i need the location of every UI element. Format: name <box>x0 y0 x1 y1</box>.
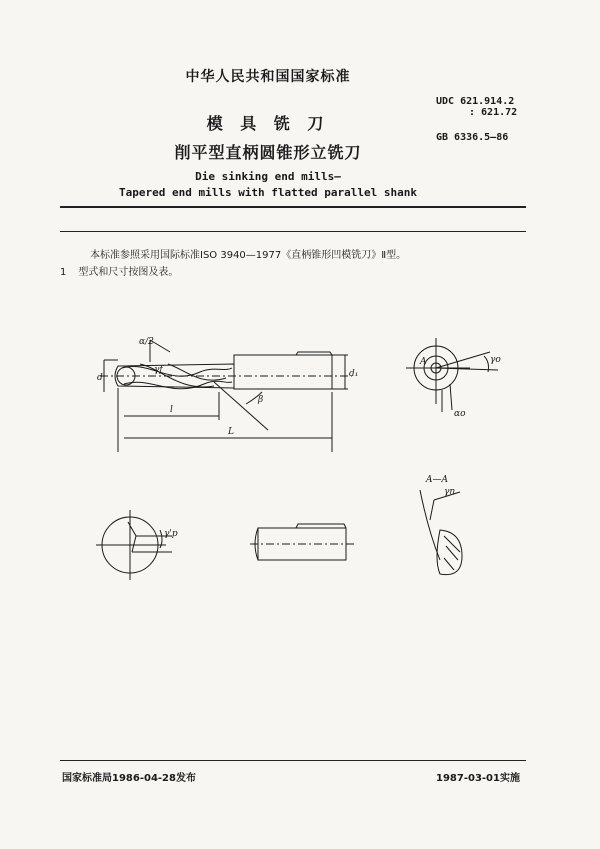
section-number: 1 <box>60 267 67 278</box>
label-section-a-a: A—A <box>426 475 448 485</box>
label-gamma-o: γo <box>490 355 501 365</box>
label-L: L <box>228 427 234 437</box>
shank-detail-view <box>250 524 356 560</box>
label-gamma-n: γn <box>444 487 456 497</box>
title-english-main: Die sinking end mills— <box>195 170 341 183</box>
label-gamma-p: γ'p <box>164 529 178 539</box>
label-beta: β <box>258 395 264 405</box>
standard-name: 中华人民共和国国家标准 <box>185 69 351 85</box>
udc-line-2: : 621.72 <box>469 107 518 118</box>
end-view <box>406 338 498 412</box>
label-alpha-o: αo <box>454 409 466 419</box>
udc-line-1: UDC 621.914.2 <box>436 96 515 107</box>
footer-effective: 1987-03-01实施 <box>436 773 520 784</box>
label-l: l <box>170 405 173 415</box>
title-english-sub: Tapered end mills with flatted parallel shank <box>118 186 417 199</box>
title-chinese-sub: 削平型直柄圆锥形立铣刀 <box>174 143 362 162</box>
title-chinese-main: 模 具 铣 刀 <box>206 114 330 133</box>
gb-number: GB 6336.5—86 <box>436 132 509 143</box>
label-A: A <box>420 357 427 367</box>
label-gamma-f: γf <box>154 365 163 375</box>
label-d: d <box>97 373 103 383</box>
paragraph-reference: 本标准参照采用国际标准ISO 3940—1977《直柄锥形凹模铣刀》Ⅱ型。 <box>90 250 407 261</box>
label-alpha-half: α/2 <box>139 337 154 347</box>
radial-detail-view <box>96 510 172 580</box>
footer-rule <box>60 760 526 761</box>
section-a-a-view <box>420 490 462 575</box>
label-d1: d₁ <box>349 369 359 379</box>
end-mill-side-view <box>100 340 352 452</box>
section-text: 型式和尺寸按图及表。 <box>78 267 179 278</box>
footer-issued: 国家标准局1986-04-28发布 <box>62 773 196 784</box>
